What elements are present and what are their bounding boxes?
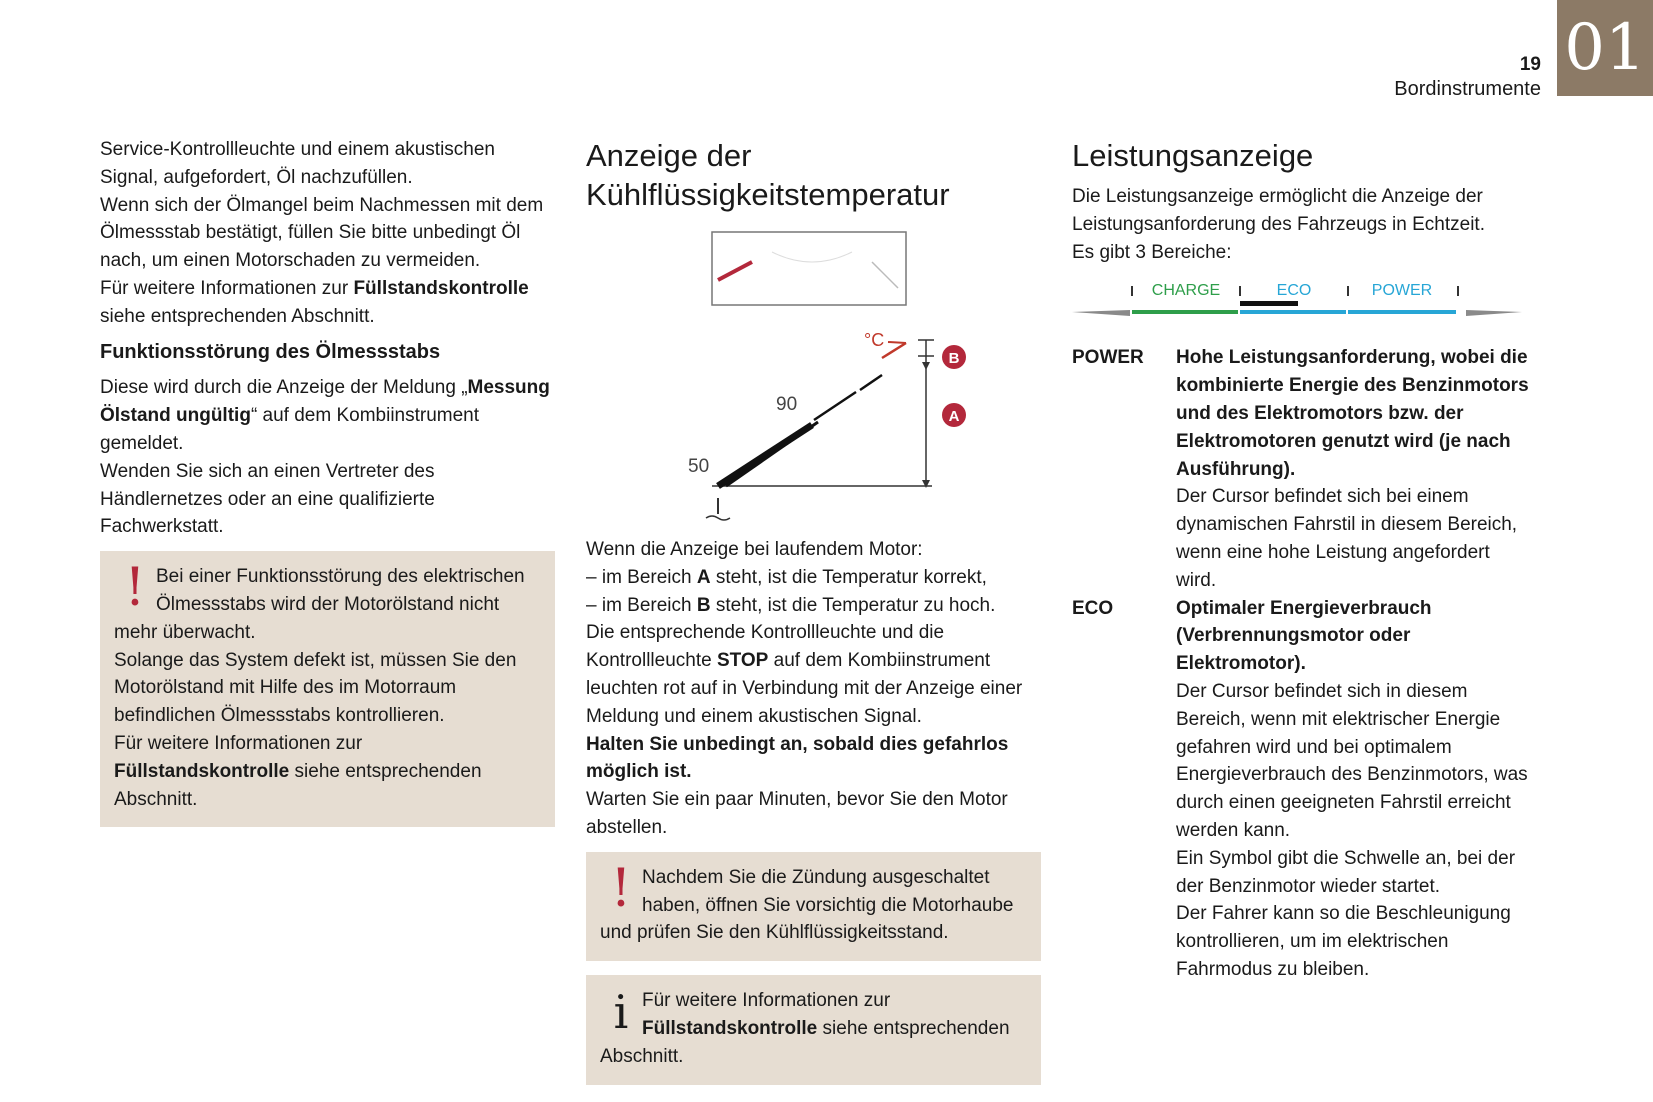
warning-text: Bei einer Funktionsstörung des elektrischen Ölmessstabs wird der Motorölstand nicht mehr überwacht. <box>114 566 525 643</box>
temperature-gauge-diagram <box>688 232 1012 522</box>
warning-icon: ! <box>124 558 146 619</box>
subheading: Funktionsstörung des Ölmessstabs <box>100 340 441 363</box>
column-left <box>100 136 555 827</box>
paragraph: Service-Kontrollleuchte und einem akustischen Signal, aufgefordert, Öl nachzufüllen. <box>100 139 495 188</box>
paragraph: Wenn die Anzeige bei laufendem Motor: <box>586 539 923 560</box>
legend-value: Hohe Leistungsanforderung, wobei die kombinierte Energie des Benzinmotors und des Elektromotors bzw. der Elektromotoren genutzt wird (je nach Ausführung). Der Cursor befindet sich bei einem dynamischen Fahrstil in diesem Bereich, wenn eine hohe Leistung angefordert wird. <box>1176 347 1529 591</box>
info-icon: i <box>613 985 629 1040</box>
mark-50: 50 <box>688 456 710 477</box>
column-middle <box>586 136 1041 1085</box>
warning-text: Nachdem Sie die Zündung ausgeschaltet haben, öffnen Sie vorsichtig die Motorhaube und prüfen Sie den Kühlflüssigkeitsstand. <box>600 866 1014 944</box>
eco-cursor <box>1240 301 1298 306</box>
warning-box <box>586 852 1041 961</box>
zone-legend <box>1072 344 1532 983</box>
section-title: Bordinstrumente <box>1394 78 1541 100</box>
section-heading: Anzeige der Kühlflüssigkeitstemperatur <box>586 138 950 212</box>
section-heading: Leistungsanzeige <box>1072 138 1314 173</box>
paragraph: Diese wird durch die Anzeige der Meldung „Messung Ölstand ungültig“ auf dem Kombiinstrument gemeldet. <box>100 377 550 454</box>
zone-b-label: B <box>948 350 960 367</box>
temperature-gauge-figure <box>688 232 1012 522</box>
column-right <box>1072 136 1532 984</box>
power-segment <box>1348 310 1456 314</box>
warning-icon: ! <box>610 858 632 919</box>
legend-row-eco <box>1072 595 1532 984</box>
legend-value: Optimaler Energieverbrauch (Verbrennungsmotor oder Elektromotor). Der Cursor befindet sich in diesem Bereich, wenn mit elektrischer Energie gefahren wird und bei optimalem Energieverbrauch des Benzinmotors, was durch einen geeigneten Fahrstil erreicht werden kann. Ein Symbol gibt die Schwelle an, bei der der Benzinmotor wieder startet. Der Fahrer kann so die Beschleunigung kontrollieren, um im elektrischen Fahrmodus zu bleiben. <box>1176 597 1528 980</box>
legend-key: ECO <box>1072 597 1114 619</box>
paragraph: Wenn sich der Ölmangel beim Nachmessen mit dem Ölmessstab bestätigt, füllen Sie bitte unbedingt Öl nach, um einen Motorschaden zu vermeiden. <box>100 194 544 272</box>
eco-label: ECO <box>1276 282 1312 300</box>
warning-text: Für weitere Informationen zur Füllstandskontrolle siehe entsprechenden Abschnitt. <box>114 732 482 810</box>
paragraph: Warten Sie ein paar Minuten, bevor Sie den Motor abstellen. <box>586 789 1008 838</box>
legend-key: POWER <box>1072 347 1144 369</box>
paragraph-bold: Halten Sie unbedingt an, sobald dies gefahrlos möglich ist. <box>586 733 1009 783</box>
zone-a-label: A <box>948 408 960 425</box>
power-label: POWER <box>1371 282 1433 300</box>
power-meter-bar <box>1072 274 1522 334</box>
mark-90: 90 <box>776 394 798 415</box>
charge-segment <box>1132 310 1238 314</box>
paragraph: Die Leistungsanzeige ermöglicht die Anzeige der Leistungsanforderung des Fahrzeugs in Echtzeit. <box>1072 186 1485 235</box>
chapter-tab: 01 <box>1557 0 1653 96</box>
info-box <box>586 975 1041 1084</box>
page-number: 19 <box>1519 54 1541 75</box>
paragraph: Es gibt 3 Bereiche: <box>1072 241 1232 263</box>
eco-segment <box>1240 310 1346 314</box>
info-text: Für weitere Informationen zur Füllstandskontrolle siehe entsprechenden Abschnitt. <box>600 990 1010 1067</box>
list-item: – im Bereich A steht, ist die Temperatur korrekt, <box>586 566 987 588</box>
unit-label: °C <box>864 330 885 350</box>
charge-label: CHARGE <box>1151 282 1221 300</box>
warning-box <box>100 551 555 827</box>
paragraph: Wenden Sie sich an einen Vertreter des Händlernetzes oder an eine qualifizierte Fachwerkstatt. <box>100 460 435 538</box>
legend-row-power <box>1072 344 1532 594</box>
paragraph: Die entsprechende Kontrollleuchte und die Kontrollleuchte STOP auf dem Kombiinstrument leuchten rot auf in Verbindung mit der Anzeige einer Meldung und einem akustischen Signal. <box>586 622 1023 727</box>
paragraph: Für weitere Informationen zur Füllstandskontrolle siehe entsprechenden Abschnitt. <box>100 277 529 327</box>
list-item: – im Bereich B steht, ist die Temperatur zu hoch. <box>586 594 996 616</box>
warning-text: Solange das System defekt ist, müssen Sie den Motorölstand mit Hilfe des im Motorraum befindlichen Ölmessstabs kontrollieren. <box>114 649 517 727</box>
